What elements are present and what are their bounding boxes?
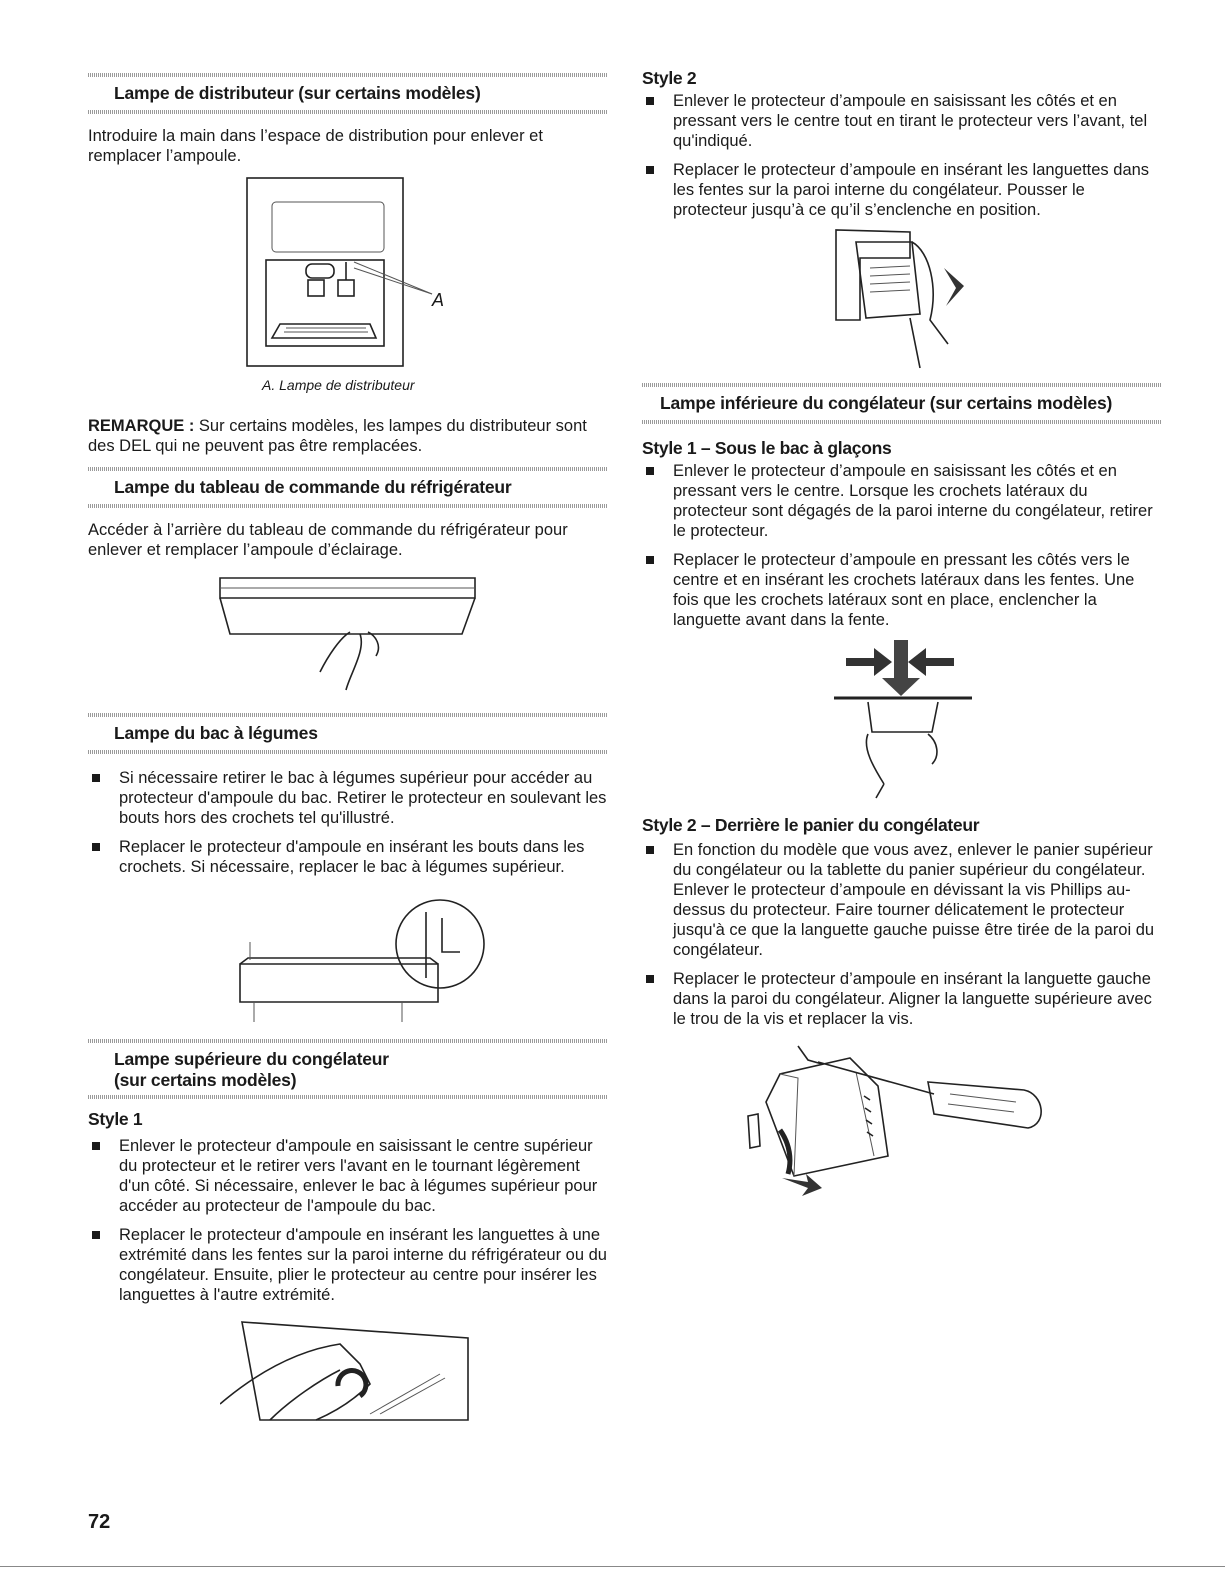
divider [642, 420, 1162, 424]
figure-label-a: A [432, 290, 445, 310]
list-item: Replacer le protecteur d’ampoule en insérant les languettes dans les fentes sur la paroi interne du congélateur. Pousser le protecteur jusqu’à ce qu’il s’enclenche en position. [642, 160, 1162, 220]
list-item: En fonction du modèle que vous avez, enlever le panier supérieur du congélateur ou la tablette du panier supérieur du congélateur. Enlever le protecteur d’ampoule en dévissant la vis Phillips au-dessus du protecteur. Faire tourner délicatement le protecteur jusqu'à ce que la languette gauche puisse être tirée de la paroi du congélateur. [642, 840, 1162, 960]
note-label: REMARQUE : [88, 417, 195, 435]
section-lower-freezer-light [642, 383, 1162, 639]
section-dispenser-light [88, 73, 608, 166]
page-bottom-divider [0, 1566, 1225, 1567]
divider [88, 713, 608, 717]
list-item: Enlever le protecteur d’ampoule en saisissant les côtés et en pressant vers le centre. Lorsque les crochets latéraux du protecteur sont dégagés de la paroi interne du congélateur, retirer le protecteur. [642, 461, 1162, 541]
bullet-list [88, 768, 608, 877]
divider [88, 110, 608, 114]
section-upper-freezer-light [88, 1039, 608, 1314]
section-text: Accéder à l’arrière du tableau de commande du réfrigérateur pour enlever et remplacer l’ampoule d’éclairage. [88, 521, 568, 559]
subheading: Style 2 – Derrière le panier du congélateur [642, 815, 980, 835]
style-label: Style 1 [88, 1109, 143, 1129]
divider [642, 383, 1162, 387]
figure-caption: A. Lampe de distributeur [262, 377, 415, 393]
section-upper-freezer-style2 [642, 68, 1162, 229]
list-item: Enlever le protecteur d’ampoule en saisissant les côtés et en pressant vers le centre tout en tirant le protecteur vers l’avant, tel qu'indiqué. [642, 91, 1162, 151]
page-number: 72 [88, 1511, 111, 1533]
style2-cover-figure [826, 228, 976, 373]
lower-freezer-style1-figure [828, 638, 978, 808]
divider [88, 467, 608, 471]
section-title [88, 1049, 608, 1091]
list-item: Replacer le protecteur d’ampoule en pressant les côtés vers le centre et en insérant les crochets latéraux dans les fentes. Une fois que les crochets latéraux sont en place, enclencher la languette avant dans la fente. [642, 550, 1162, 630]
divider [88, 73, 608, 77]
subheading: Style 1 – Sous le bac à glaçons [642, 438, 892, 458]
bullet-list [642, 840, 1162, 1029]
section-title: Lampe du tableau de commande du réfrigérateur [114, 477, 512, 497]
divider [88, 750, 608, 754]
note-text: Sur certains modèles, les lampes du distributeur sont des DEL qui ne peuvent pas être remplacées. [88, 417, 587, 455]
list-item: Enlever le protecteur d'ampoule en saisissant le centre supérieur du protecteur et le retirer vers l'avant en le tournant légèrement d'un côté. Si nécessaire, enlever le bac à légumes supérieur pour accéder au protecteur de l'ampoule du bac. [88, 1136, 608, 1216]
lower-freezer-style2-figure [738, 1036, 1068, 1211]
bullet-list [642, 91, 1162, 220]
list-item: Replacer le protecteur d'ampoule en insérant les languettes à une extrémité dans les fentes sur la paroi interne du réfrigérateur ou du congélateur. Ensuite, plier le protecteur au centre pour insérer les languettes à l'autre extrémité. [88, 1225, 608, 1305]
list-item: Replacer le protecteur d'ampoule en insérant les bouts dans les crochets. Si nécessaire, replacer le bac à légumes supérieur. [88, 837, 608, 877]
style-label: Style 2 [642, 68, 697, 88]
divider [88, 1039, 608, 1043]
list-item: Si nécessaire retirer le bac à légumes supérieur pour accéder au protecteur d'ampoule du bac. Retirer le protecteur en soulevant les bouts hors des crochets tel qu'illustré. [88, 768, 608, 828]
upper-freezer-light-figure [220, 1320, 480, 1435]
section-crisper-light [88, 713, 608, 886]
divider [88, 1095, 608, 1099]
bullet-list [88, 1136, 608, 1305]
section-title: Lampe du bac à légumes [114, 723, 318, 743]
divider [88, 504, 608, 508]
section-text: Introduire la main dans l’espace de distribution pour enlever et remplacer l’ampoule. [88, 127, 543, 165]
crisper-light-figure [228, 898, 488, 1028]
list-item: Replacer le protecteur d’ampoule en insérant la languette gauche dans la paroi du congélateur. Aligner la languette supérieure avec le trou de la vis et replacer la vis. [642, 969, 1162, 1029]
section-title-line: Lampe supérieure du congélateur [114, 1049, 389, 1069]
section-control-panel-light [88, 467, 608, 560]
control-panel-figure [200, 576, 480, 696]
note [88, 416, 608, 456]
dispenser-light-figure [246, 176, 456, 371]
bullet-list [642, 461, 1162, 630]
section-title: Lampe de distributeur (sur certains modèles) [114, 83, 481, 103]
section-title: Lampe inférieure du congélateur (sur certains modèles) [660, 393, 1113, 413]
section-lower-freezer-style2 [642, 815, 1162, 1038]
section-title-line: (sur certains modèles) [114, 1070, 297, 1090]
